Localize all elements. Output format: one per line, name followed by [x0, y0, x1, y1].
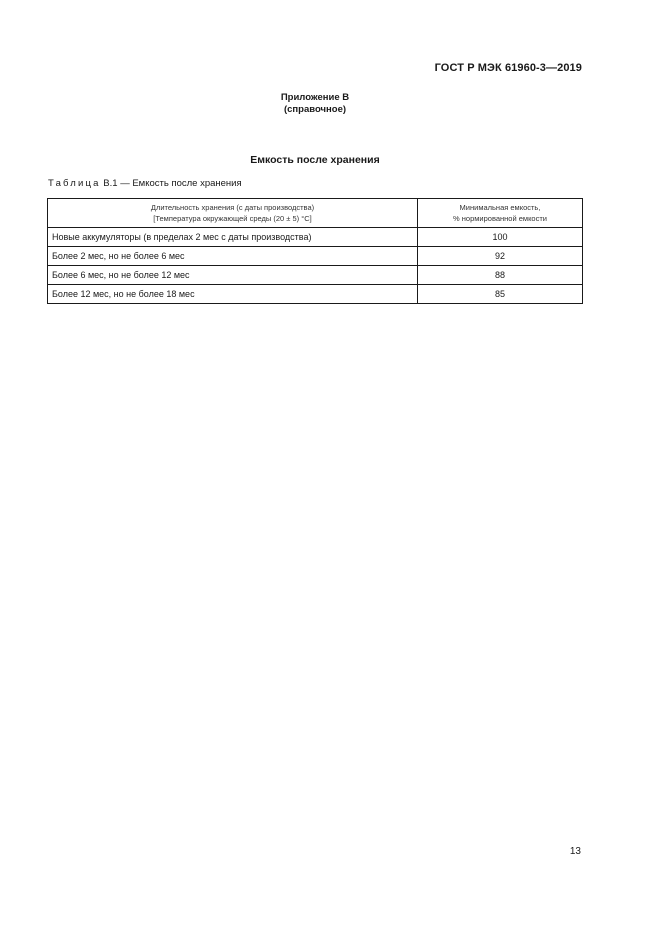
capacity-value-cell: 100	[418, 228, 583, 247]
column-header-min-capacity-line1: Минимальная емкость,	[459, 203, 541, 212]
column-header-storage-duration	[48, 199, 418, 228]
table-caption-text: В.1 — Емкость после хранения	[100, 178, 242, 189]
appendix-heading	[0, 92, 630, 116]
page-number: 13	[569, 846, 581, 857]
storage-period-cell: Новые аккумуляторы (в пределах 2 мес с даты производства)	[48, 228, 418, 247]
table-row	[48, 228, 583, 247]
table-row	[48, 247, 583, 266]
table-caption-label: Таблица	[48, 178, 101, 189]
storage-period-cell: Более 12 мес, но не более 18 мес	[48, 285, 418, 304]
column-header-storage-duration-line1: Длительность хранения (с даты производства)	[150, 203, 315, 212]
section-title: Емкость после хранения	[250, 154, 380, 166]
storage-period-cell: Более 6 мес, но не более 12 мес	[48, 266, 418, 285]
table-row	[48, 266, 583, 285]
appendix-subtitle: (справочное)	[283, 104, 347, 115]
capacity-value-cell: 85	[418, 285, 583, 304]
table-row	[48, 285, 583, 304]
storage-capacity-table	[47, 198, 583, 304]
table-header-row	[48, 199, 583, 228]
column-header-min-capacity-line2: % нормированной емкости	[453, 214, 547, 223]
column-header-min-capacity	[418, 199, 583, 228]
table-caption	[48, 178, 242, 189]
storage-period-cell: Более 2 мес, но не более 6 мес	[48, 247, 418, 266]
column-header-storage-duration-line2: [Температура окружающей среды (20 ± 5) °С]	[153, 214, 312, 223]
capacity-value-cell: 92	[418, 247, 583, 266]
document-code: ГОСТ Р МЭК 61960-3—2019	[434, 62, 582, 74]
appendix-title: Приложение В	[280, 92, 350, 103]
capacity-value-cell: 88	[418, 266, 583, 285]
